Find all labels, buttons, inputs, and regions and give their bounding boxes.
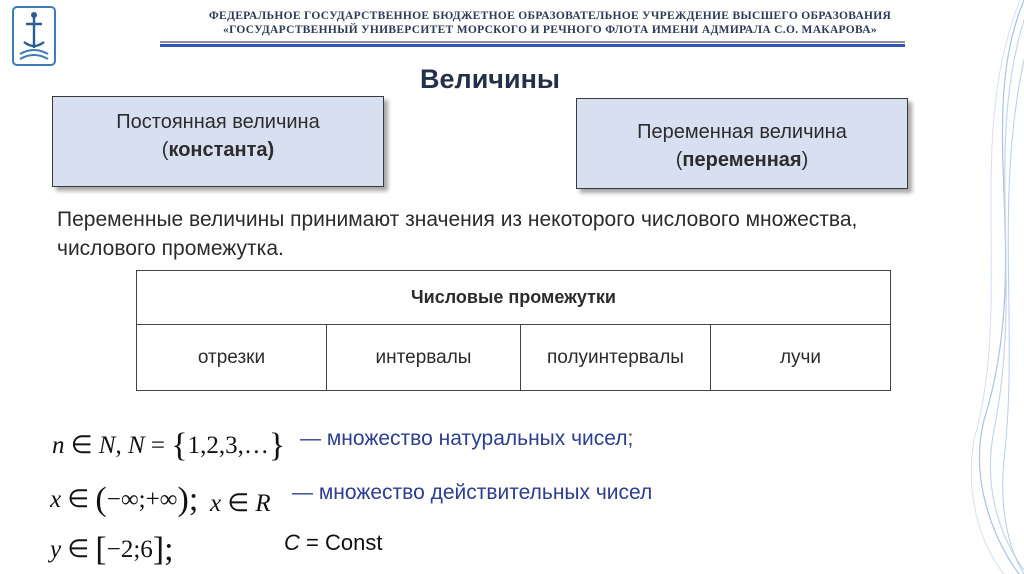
definition-paragraph: Переменные величины принимают значения из некоторого числового множества, числового промежутка. bbox=[57, 208, 858, 260]
real-set-formula: x ∈ R bbox=[210, 490, 271, 517]
header-divider-blue bbox=[160, 44, 905, 47]
constant-box-term: (константа) bbox=[161, 139, 275, 161]
natural-numbers-description: — множество натуральных чисел; bbox=[300, 427, 634, 450]
decorative-swirl-lines bbox=[964, 0, 1024, 574]
variable-box-term: (переменная) bbox=[675, 149, 809, 171]
slide-title: Величины bbox=[420, 64, 560, 94]
header-line-2: «ГОСУДАРСТВЕННЫЙ УНИВЕРСИТЕТ МОРСКОГО И РЕЧНОГО ФЛОТА ИМЕНИ АДМИРАЛА С.О. МАКАРОВА» bbox=[223, 24, 877, 36]
table-cell-half-intervals: полуинтервалы bbox=[521, 325, 711, 391]
variable-box-label: Переменная величина bbox=[637, 121, 847, 143]
university-logo bbox=[12, 6, 56, 66]
header-divider-gray bbox=[160, 41, 905, 43]
table-header: Числовые промежутки bbox=[137, 271, 891, 325]
closed-interval-formula: y ∈ [−2;6]; bbox=[50, 531, 174, 568]
constant-box bbox=[52, 96, 384, 187]
institution-header bbox=[140, 9, 960, 37]
real-interval-formula: x ∈ (−∞;+∞); bbox=[50, 481, 199, 518]
table-cell-segments: отрезки bbox=[137, 325, 327, 391]
header-line-1: ФЕДЕРАЛЬНОЕ ГОСУДАРСТВЕННОЕ БЮДЖЕТНОЕ ОБРАЗОВАТЕЛЬНОЕ УЧРЕЖДЕНИЕ ВЫСШЕГО ОБРАЗОВАНИЯ bbox=[208, 10, 892, 22]
table-cell-intervals: интервалы bbox=[327, 325, 521, 391]
natural-numbers-formula: n ∈ N, N = {1,2,3,…} bbox=[52, 427, 286, 464]
real-numbers-description: — множество действительных чисел bbox=[292, 481, 653, 504]
variable-box bbox=[576, 98, 908, 189]
number-ranges-table bbox=[136, 270, 891, 391]
constant-notation: C = Const bbox=[284, 530, 383, 555]
table-cell-rays: лучи bbox=[711, 325, 891, 391]
constant-box-label: Постоянная величина bbox=[116, 111, 320, 133]
